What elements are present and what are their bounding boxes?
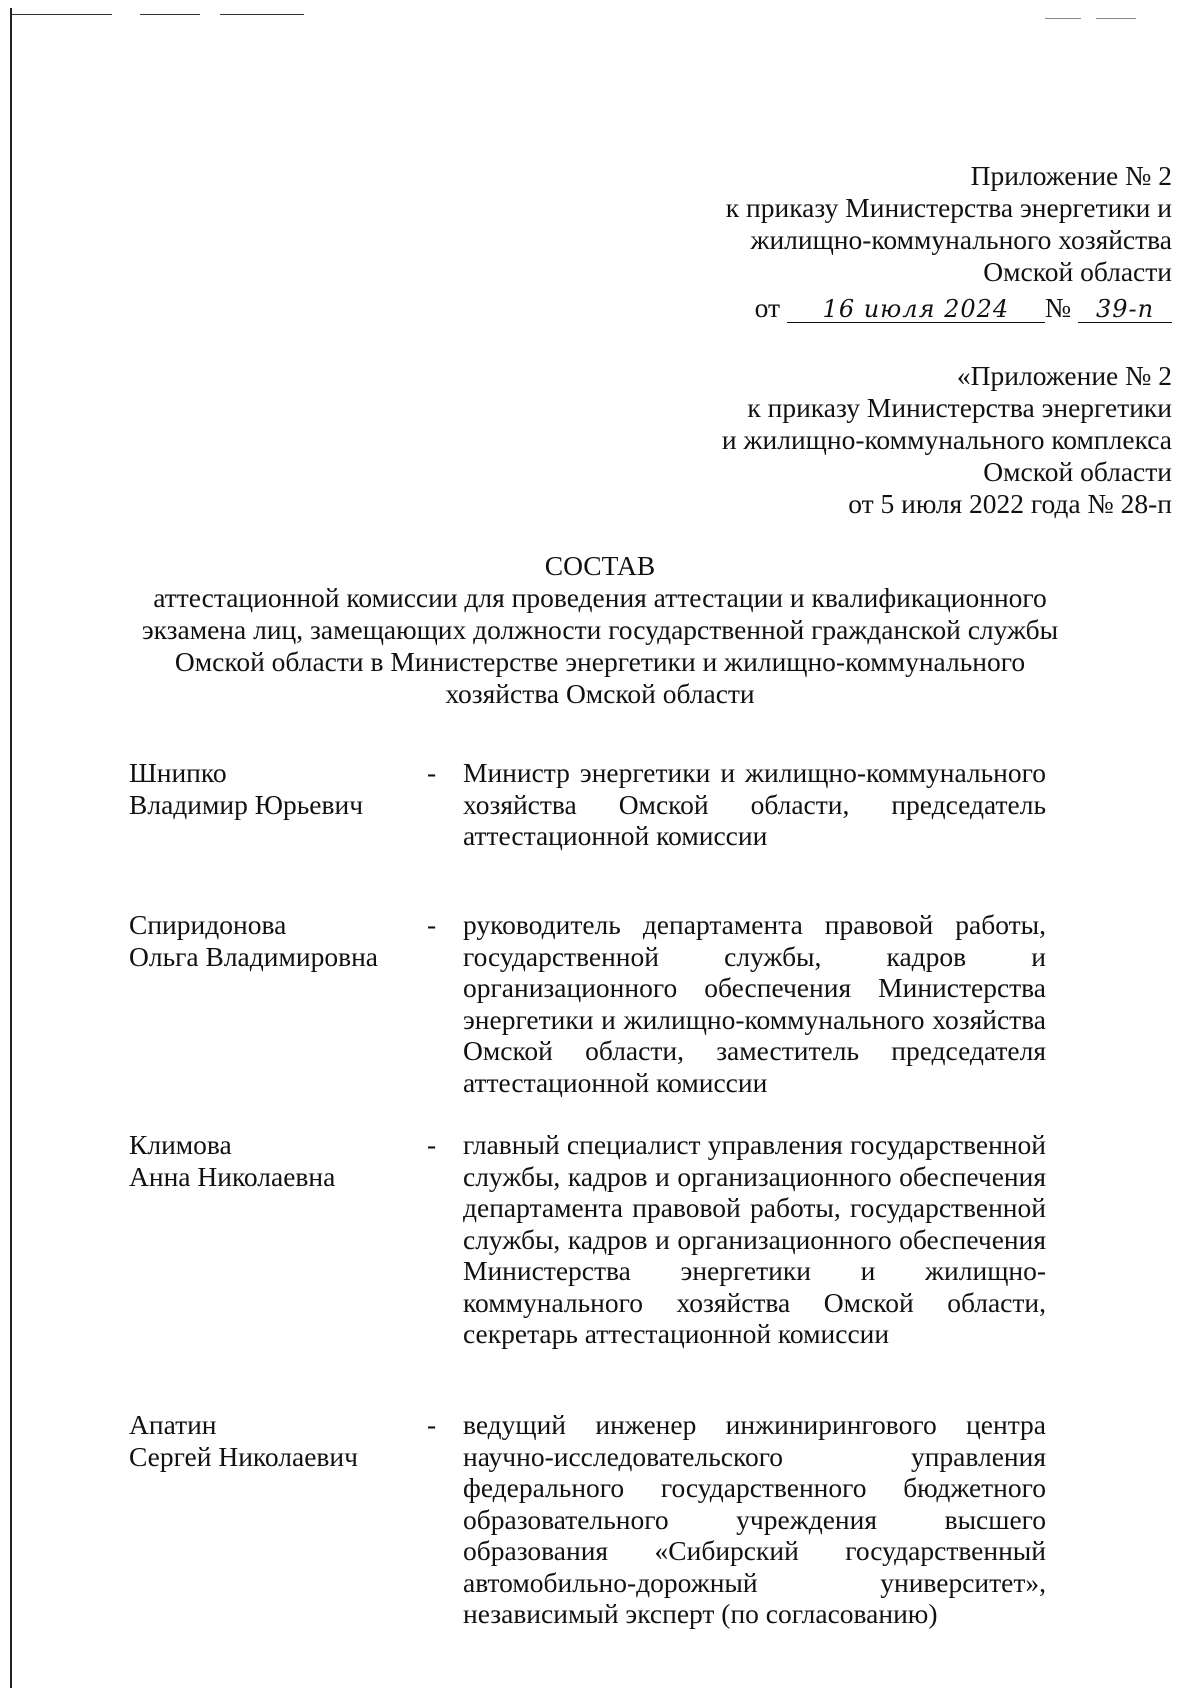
scan-edge-line bbox=[10, 8, 12, 1688]
date-prefix: от bbox=[754, 292, 780, 323]
title-heading: СОСТАВ bbox=[544, 550, 656, 581]
scan-artifact-line bbox=[140, 14, 200, 15]
appendix-header-line: к приказу Министерства энергетики и bbox=[725, 192, 1172, 223]
scan-artifact-line bbox=[220, 14, 304, 15]
member-description: руководитель департамента правовой работы, государственной службы, кадров и организационного обеспечения Министерства энергетики и жилищно-коммунального хозяйства Омской области, заместитель председателя аттестационной комиссии bbox=[463, 909, 1046, 1098]
appendix-header bbox=[726, 160, 1172, 324]
handwritten-number: 39-п bbox=[1078, 296, 1172, 323]
previous-header-line: от 5 июля 2022 года № 28-п bbox=[848, 488, 1172, 519]
member-dash: - bbox=[427, 1409, 437, 1440]
member-description: Министр энергетики и жилищно-коммунального хозяйства Омской области, председатель аттестационной комиссии bbox=[463, 757, 1046, 851]
appendix-header-line: жилищно-коммунального хозяйства bbox=[750, 224, 1172, 255]
member-surname: Шнипко bbox=[129, 757, 227, 788]
member-name bbox=[129, 1129, 419, 1192]
member-name bbox=[129, 1409, 419, 1472]
number-sign: № bbox=[1044, 292, 1072, 323]
member-dash: - bbox=[427, 757, 437, 788]
member-surname: Спиридонова bbox=[129, 909, 287, 940]
member-dash: - bbox=[427, 1129, 437, 1160]
member-name bbox=[129, 909, 419, 972]
title-subtitle: аттестационной комиссии для проведения аттестации и квалификационного экзамена лиц, замещающих должности государственной гражданской службы Омской области в Министерстве энергетики и жилищно-коммунального хозяйства Омской области bbox=[141, 582, 1059, 709]
previous-header-line: Омской области bbox=[983, 456, 1172, 487]
scan-artifact-line bbox=[1096, 18, 1136, 19]
member-name bbox=[129, 757, 419, 820]
member-given-name: Владимир Юрьевич bbox=[129, 788, 364, 820]
previous-header-line: «Приложение № 2 bbox=[956, 360, 1172, 391]
member-dash: - bbox=[427, 909, 437, 940]
handwritten-date: 16 июля 2024 bbox=[787, 296, 1045, 323]
member-description: ведущий инженер инжинирингового центра научно-исследовательского управления федерального государственного бюджетного образовательного учреждения высшего образования «Сибирский государственный автомобильно-дорожный университет», независимый эксперт (по согласованию) bbox=[463, 1409, 1046, 1629]
appendix-header-line: Приложение № 2 bbox=[970, 160, 1172, 191]
order-date-line bbox=[726, 292, 1172, 324]
scan-artifact-line bbox=[12, 14, 112, 15]
previous-appendix-header bbox=[722, 360, 1172, 520]
member-surname: Апатин bbox=[129, 1409, 217, 1440]
member-given-name: Ольга Владимировна bbox=[129, 940, 378, 972]
member-surname: Климова bbox=[129, 1129, 232, 1160]
member-given-name: Анна Николаевна bbox=[129, 1160, 336, 1192]
member-description: главный специалист управления государственной службы, кадров и организационного обеспечения департамента правовой работы, государственной службы, кадров и организационного обеспечения Министерства энергетики и жилищно-коммунального хозяйства Омской области, секретарь аттестационной комиссии bbox=[463, 1129, 1046, 1349]
appendix-header-line: Омской области bbox=[983, 256, 1172, 287]
previous-header-line: к приказу Министерства энергетики bbox=[747, 392, 1172, 423]
previous-header-line: и жилищно-коммунального комплекса bbox=[721, 424, 1172, 455]
member-given-name: Сергей Николаевич bbox=[129, 1440, 358, 1472]
document-title bbox=[0, 550, 1200, 710]
scan-artifact-line bbox=[1045, 18, 1081, 19]
